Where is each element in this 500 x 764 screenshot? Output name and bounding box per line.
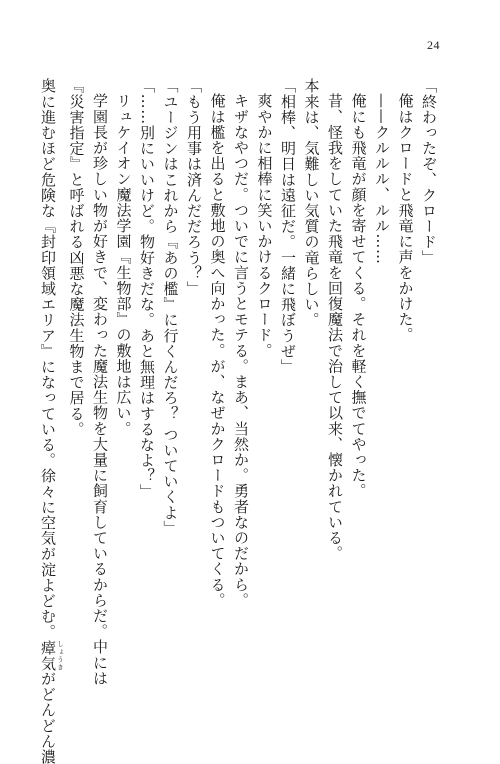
text-line: 「相棒、明日は遠征だ。一緒に飛ぼうぜ」 bbox=[279, 78, 297, 375]
text-line: 俺は檻を出ると敷地の奥へ向かった。が、なぜかクロードもついてくる。 bbox=[208, 93, 227, 608]
text-line: ——クルルル、ルル…… bbox=[373, 93, 391, 265]
text-line: 本来は、気難しい気質の竜らしい。 bbox=[302, 78, 321, 328]
vertical-text-body bbox=[36, 78, 441, 764]
text-line: 『災害指定』と呼ばれる凶悪な魔法生物まで居る。 bbox=[67, 78, 86, 437]
text-line: 「もう用事は済んだだろう？」 bbox=[185, 78, 203, 297]
text-line: 「ユージンはこれから『あの檻』に行くんだろ？ ついていくよ」 bbox=[161, 78, 180, 536]
text-line: 奥に進むほど危険な『封印領域エリア』になっている。徐々に空気が淀よどむ。瘴気 しょうきがどんどん濃 bbox=[39, 78, 64, 764]
text-line: 学園長が珍しい物が好きで、変わった魔法生物を大量に飼育しているからだ。中には bbox=[91, 93, 109, 686]
text-line: 「終わったぞ、クロード」 bbox=[420, 78, 438, 266]
text-line: 昔、怪我をしていた飛竜を回復魔法で治して以来、懐かれている。 bbox=[326, 93, 344, 561]
text-line: キザなやつだ。ついでに言うとモテる。まあ、当然か。勇者なのだから。 bbox=[232, 93, 250, 608]
text-line: リュケイオン魔法学園『生物部』の敷地は広い。 bbox=[114, 93, 133, 437]
text-line: 爽やかに相棒に笑いかけるクロード。 bbox=[255, 93, 274, 359]
page-number: 24 bbox=[427, 38, 440, 52]
ruby-annotation: 瘴気 しょうき bbox=[39, 639, 64, 671]
text-line: 俺にも飛竜が顔を寄せてくる。それを軽く撫でてやった。 bbox=[349, 93, 368, 499]
text-line: 「……別にいいけど。物好きだな。あと無理はするなよ？」 bbox=[138, 78, 156, 500]
text-line: 俺はクロードと飛竜に声をかけた。 bbox=[396, 93, 415, 343]
